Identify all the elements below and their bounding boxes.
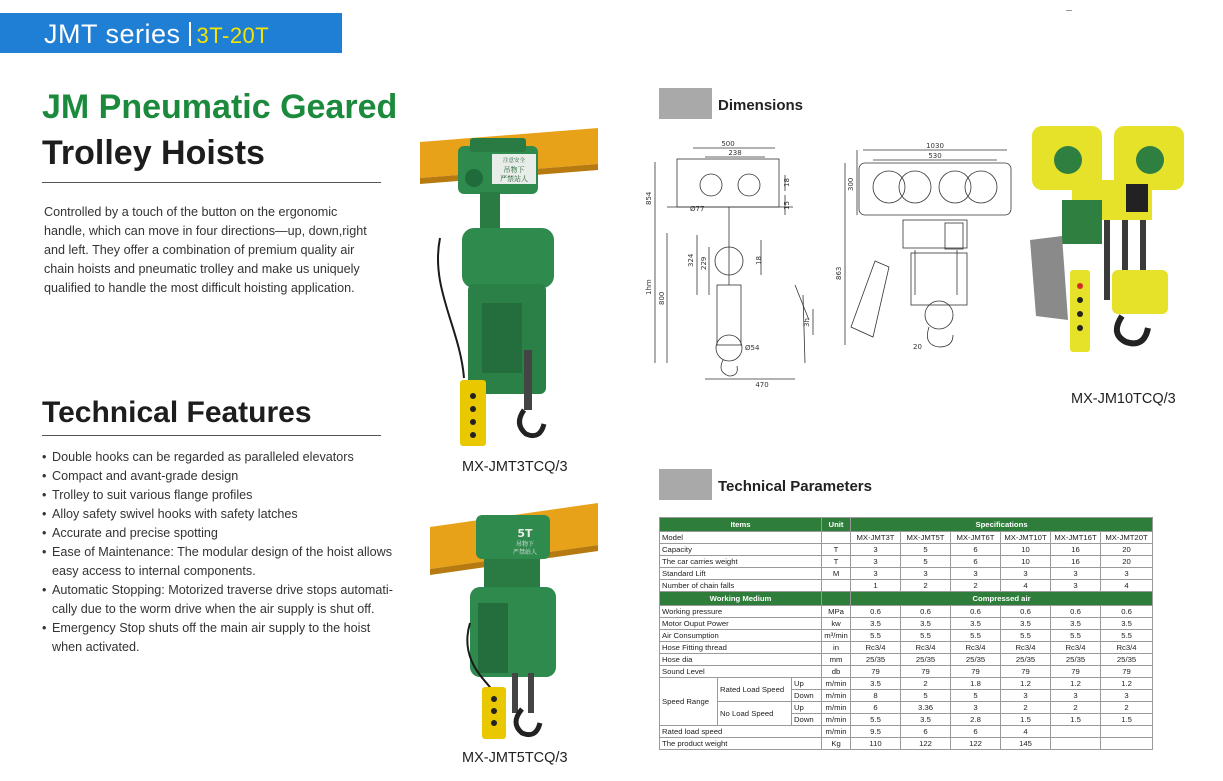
value-cell: 0.6: [1051, 606, 1101, 618]
table-row: [660, 678, 1153, 690]
rows-c: [660, 726, 1153, 750]
feature-item: • Trolley to suit various flange profiles: [42, 486, 402, 505]
row-label: Standard Lift: [660, 568, 822, 580]
value-cell: 5.5: [951, 630, 1001, 642]
dim-18b: 18: [755, 256, 763, 265]
table-row: [660, 544, 1153, 556]
value-cell: 1.8: [951, 678, 1001, 690]
intro-paragraph: Controlled by a touch of the button on the ergonomic handle, which can move in four directions—up, down,right and left. They offer a combination of premium quality air chain hoists and pneumatic trolley and make us uniquely qualified to handle the most difficult hoisting application.: [44, 205, 367, 295]
value-cell: [1101, 738, 1153, 750]
speed-direction: Up: [792, 702, 822, 714]
value-cell: Rc3/4: [901, 642, 951, 654]
value-cell: 6: [851, 702, 901, 714]
value-cell: 122: [951, 738, 1001, 750]
medium-value: Compressed air: [851, 592, 1153, 606]
value-cell: Rc3/4: [851, 642, 901, 654]
dim-500: 500: [721, 140, 735, 148]
table-row: [660, 556, 1153, 568]
value-cell: 122: [901, 738, 951, 750]
table-row: [660, 738, 1153, 750]
rows-a: [660, 544, 1153, 592]
series-name: JMT series: [44, 19, 181, 49]
value-cell: 3: [1051, 568, 1101, 580]
feature-item: • Accurate and precise spotting: [42, 524, 402, 543]
row-label: Sound Level: [660, 666, 822, 678]
value-cell: Rc3/4: [1001, 642, 1051, 654]
value-cell: 2: [1101, 702, 1153, 714]
hoist-3t-warning-2: 严禁站人: [500, 175, 528, 183]
value-cell: 6: [951, 556, 1001, 568]
medium-row: [660, 592, 1153, 606]
value-cell: 1: [851, 580, 901, 592]
rows-b: [660, 606, 1153, 678]
hoist-5t-warning-1: 吊物下: [515, 541, 535, 548]
value-cell: 3.5: [1101, 618, 1153, 630]
row-label: Motor Ouput Power: [660, 618, 822, 630]
params-heading-box: [659, 469, 712, 500]
value-cell: 25/35: [1001, 654, 1051, 666]
features-title: Technical Features: [42, 396, 312, 429]
value-cell: 5.5: [1101, 630, 1153, 642]
dim-1hm: 1hm: [645, 279, 653, 295]
product-title-line1: JM Pneumatic Geared: [42, 88, 398, 126]
dim-800: 800: [658, 291, 666, 305]
model-cell: MX-JMT10T: [1001, 532, 1051, 544]
value-cell: 79: [951, 666, 1001, 678]
row-label: Number of chain falls: [660, 580, 822, 592]
row-unit: [822, 532, 851, 544]
dim-20: 20: [913, 343, 922, 351]
table-row: [660, 606, 1153, 618]
dim-300: 300: [847, 177, 855, 191]
row-label: The car carries weight: [660, 556, 822, 568]
value-cell: [1101, 726, 1153, 738]
row-label: Model: [660, 532, 822, 544]
value-cell: 3: [1051, 580, 1101, 592]
value-cell: 2: [951, 580, 1001, 592]
value-cell: 0.6: [1001, 606, 1051, 618]
value-cell: Rc3/4: [1101, 642, 1153, 654]
hoist-3t-warning-1: 吊物下: [503, 166, 525, 174]
value-cell: 5: [901, 690, 951, 702]
table-row: [660, 666, 1153, 678]
row-unit: Kg: [822, 738, 851, 750]
value-cell: 1.5: [1101, 714, 1153, 726]
value-cell: 3.5: [1001, 618, 1051, 630]
value-cell: 10: [1001, 544, 1051, 556]
feature-item: • Ease of Maintenance: The modular design of the hoist allows easy access to internal components.: [42, 543, 402, 581]
dim-d54: Ø54: [745, 344, 760, 352]
value-cell: 2: [901, 580, 951, 592]
value-cell: Rc3/4: [1051, 642, 1101, 654]
parameters-table: [659, 517, 1153, 750]
dimensions-heading-box: [659, 88, 712, 119]
model-cell: MX-JMT6T: [951, 532, 1001, 544]
row-label: Working pressure: [660, 606, 822, 618]
hoist-5t-plate-label: 5T: [517, 527, 533, 540]
row-unit: kw: [822, 618, 851, 630]
value-cell: 5.5: [1001, 630, 1051, 642]
value-cell: 5.5: [851, 630, 901, 642]
value-cell: 2.8: [951, 714, 1001, 726]
hoist-5t-caption: MX-JMT5TCQ/3: [462, 750, 568, 766]
speed-range-label: Speed Range: [660, 678, 718, 726]
feature-item: • Emergency Stop shuts off the main air supply to the hoist when activated.: [42, 619, 402, 657]
row-label: Hose Fitting thread: [660, 642, 822, 654]
row-unit: [822, 580, 851, 592]
product-title-line2: Trolley Hoists: [42, 134, 265, 172]
value-cell: 5.5: [1051, 630, 1101, 642]
dim-3h: 3h: [803, 318, 811, 327]
speed-direction: Up: [792, 678, 822, 690]
value-cell: 79: [851, 666, 901, 678]
row-label: Capacity: [660, 544, 822, 556]
value-cell: 3: [1051, 690, 1101, 702]
table-row: [660, 642, 1153, 654]
model-cell: MX-JMT16T: [1051, 532, 1101, 544]
value-cell: 20: [1101, 556, 1153, 568]
value-cell: 25/35: [951, 654, 1001, 666]
value-cell: 9.5: [851, 726, 901, 738]
speed-type-label: No Load Speed: [718, 702, 792, 726]
speed-range-rows: [660, 678, 1153, 726]
value-cell: 3: [901, 568, 951, 580]
value-cell: 3: [1001, 690, 1051, 702]
value-cell: 0.6: [951, 606, 1001, 618]
value-cell: 0.6: [1101, 606, 1153, 618]
dim-18: 18: [783, 178, 791, 187]
row-unit: m/min: [822, 690, 851, 702]
value-cell: 8: [851, 690, 901, 702]
table-row: [660, 654, 1153, 666]
medium-label: Working Medium: [660, 592, 822, 606]
params-heading: Technical Parameters: [718, 478, 872, 495]
value-cell: 6: [951, 544, 1001, 556]
row-unit: m/min: [822, 678, 851, 690]
value-cell: 3: [851, 568, 901, 580]
value-cell: 79: [1051, 666, 1101, 678]
value-cell: 3.36: [901, 702, 951, 714]
value-cell: 3.5: [901, 714, 951, 726]
table-row: [660, 618, 1153, 630]
dimensions-heading: Dimensions: [718, 97, 804, 114]
dim-238: 238: [728, 149, 742, 157]
feature-item: • Double hooks can be regarded as paralleled elevators: [42, 448, 402, 467]
row-label: Rated load speed: [660, 726, 822, 738]
value-cell: [1051, 738, 1101, 750]
value-cell: 1.5: [1051, 714, 1101, 726]
row-unit: db: [822, 666, 851, 678]
value-cell: 2: [1051, 702, 1101, 714]
features-list: [42, 448, 402, 657]
value-cell: 2: [1001, 702, 1051, 714]
value-cell: 16: [1051, 544, 1101, 556]
value-cell: 5.5: [851, 714, 901, 726]
title-rule: [42, 182, 381, 183]
value-cell: 3.5: [1051, 618, 1101, 630]
series-banner: [0, 13, 342, 53]
dim-530: 530: [928, 152, 942, 160]
series-range: 3T-20T: [196, 23, 270, 48]
corner-mark: [1066, 10, 1072, 11]
value-cell: 3.5: [851, 618, 901, 630]
table-row: [660, 726, 1153, 738]
features-rule: [42, 435, 381, 436]
hoist-3t-photo: [420, 128, 600, 453]
row-label: The product weight: [660, 738, 822, 750]
value-cell: 4: [1001, 580, 1051, 592]
row-unit: m/min: [822, 714, 851, 726]
hoist-5t-photo: [430, 503, 600, 746]
dim-15: 15: [783, 201, 791, 210]
value-cell: 3: [851, 556, 901, 568]
hoist-10t-photo: [1022, 120, 1198, 376]
row-unit: MPa: [822, 606, 851, 618]
row-unit: m³/min: [822, 630, 851, 642]
feature-item: • Compact and avant-grade design: [42, 467, 402, 486]
value-cell: 3: [951, 568, 1001, 580]
table-row: [660, 568, 1153, 580]
header-items: Items: [660, 518, 822, 532]
value-cell: 6: [901, 726, 951, 738]
value-cell: 1.2: [1101, 678, 1153, 690]
value-cell: Rc3/4: [951, 642, 1001, 654]
value-cell: 79: [901, 666, 951, 678]
hoist-5t-warning-2: 严禁站人: [512, 549, 538, 556]
feature-item: • Alloy safety swivel hooks with safety latches: [42, 505, 402, 524]
value-cell: 1.2: [1051, 678, 1101, 690]
table-row: [660, 702, 1153, 714]
table-row: [660, 532, 1153, 544]
value-cell: 3: [1001, 568, 1051, 580]
value-cell: 25/35: [1051, 654, 1101, 666]
row-unit: in: [822, 642, 851, 654]
model-cell: MX-JMT5T: [901, 532, 951, 544]
header-unit: Unit: [822, 518, 851, 532]
value-cell: 16: [1051, 556, 1101, 568]
value-cell: 5: [901, 544, 951, 556]
model-cell: MX-JMT3T: [851, 532, 901, 544]
row-label: Air Consumption: [660, 630, 822, 642]
value-cell: 1.5: [1001, 714, 1051, 726]
value-cell: 5.5: [901, 630, 951, 642]
row-label: Hose dia: [660, 654, 822, 666]
value-cell: 3.5: [951, 618, 1001, 630]
table-row: [660, 580, 1153, 592]
hoist-3t-plate-label: 注意安全: [502, 158, 526, 164]
value-cell: 6: [951, 726, 1001, 738]
dim-1030: 1030: [926, 142, 944, 150]
row-unit: m/min: [822, 726, 851, 738]
banner-divider: [189, 22, 191, 46]
value-cell: 0.6: [901, 606, 951, 618]
row-unit: m/min: [822, 702, 851, 714]
row-unit: M: [822, 568, 851, 580]
value-cell: 2: [901, 678, 951, 690]
dim-d77: Ø77: [690, 205, 705, 213]
value-cell: 1.2: [1001, 678, 1051, 690]
hoist-3t-caption: MX-JMT3TCQ/3: [462, 459, 568, 475]
value-cell: 4: [1001, 726, 1051, 738]
value-cell: 4: [1101, 580, 1153, 592]
value-cell: [1051, 726, 1101, 738]
dim-863: 863: [835, 266, 843, 280]
speed-direction: Down: [792, 690, 822, 702]
dimension-drawing: [645, 135, 1017, 390]
table-header-row: [660, 518, 1153, 532]
value-cell: 3: [1101, 568, 1153, 580]
speed-direction: Down: [792, 714, 822, 726]
row-unit: mm: [822, 654, 851, 666]
value-cell: 3: [851, 544, 901, 556]
model-cell: MX-JMT20T: [1101, 532, 1153, 544]
value-cell: 20: [1101, 544, 1153, 556]
speed-type-label: Rated Load Speed: [718, 678, 792, 702]
dim-470: 470: [755, 381, 769, 389]
value-cell: 25/35: [1101, 654, 1153, 666]
table-row: [660, 630, 1153, 642]
medium-unit: [822, 592, 851, 606]
value-cell: 3: [1101, 690, 1153, 702]
feature-item: • Automatic Stopping: Motorized traverse drive stops automati-cally due to the worm drive when the air supply is shut off.: [42, 581, 402, 619]
value-cell: 79: [1001, 666, 1051, 678]
value-cell: 3: [951, 702, 1001, 714]
value-cell: 79: [1101, 666, 1153, 678]
dim-229: 229: [700, 256, 708, 270]
value-cell: 5: [951, 690, 1001, 702]
value-cell: 3.5: [851, 678, 901, 690]
value-cell: 110: [851, 738, 901, 750]
series-banner-text: [44, 19, 269, 50]
value-cell: 25/35: [901, 654, 951, 666]
value-cell: 3.5: [901, 618, 951, 630]
row-unit: T: [822, 556, 851, 568]
header-specs: Specifications: [851, 518, 1153, 532]
value-cell: 0.6: [851, 606, 901, 618]
value-cell: 10: [1001, 556, 1051, 568]
hoist-10t-caption: MX-JM10TCQ/3: [1071, 391, 1176, 407]
row-unit: T: [822, 544, 851, 556]
value-cell: 5: [901, 556, 951, 568]
dim-324: 324: [687, 253, 695, 267]
dim-854: 854: [645, 191, 653, 205]
value-cell: 25/35: [851, 654, 901, 666]
value-cell: 145: [1001, 738, 1051, 750]
